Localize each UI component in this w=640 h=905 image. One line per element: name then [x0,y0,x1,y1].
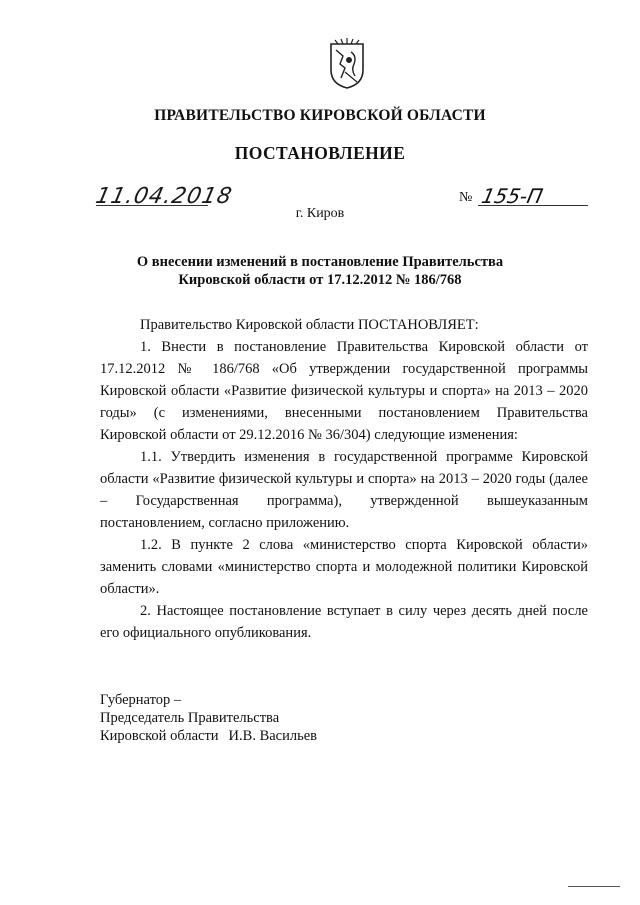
number-label: № [459,190,473,205]
subject-line-2: Кировской области от 17.12.2012 № 186/768 [178,272,462,288]
intro-paragraph: Правительство Кировской области ПОСТАНОВЛЯЕТ: [140,317,479,333]
signature-block [100,691,317,745]
organization-title: ПРАВИТЕЛЬСТВО КИРОВСКОЙ ОБЛАСТИ [154,107,486,124]
document-body [100,314,588,644]
signature-title-3 [100,727,317,745]
subject-line-1: О внесении изменений в постановление Правительства [136,254,504,270]
paragraph-1: 1. Внести в постановление Правительства Кировской области от 17.12.2012 № 186/768 «Об утверждении государственной программы Кировской области «Развитие физической культуры и спорта» на 2013 – 2020 годы» (с изменениями, внесенными постановлением Правительства Кировской области от 29.12.2016 № 36/304) следующие изменения: [100,339,588,443]
signature-region: Кировской области [100,728,219,744]
signature-title-1: Губернатор – [100,692,182,708]
signatory-name: И.В. Васильев [228,728,317,744]
signature-title-2: Председатель Правительства [100,710,280,726]
coat-of-arms-icon [327,38,367,90]
document-date: 11.04.2018 [93,184,235,209]
document-subject [90,253,550,289]
document-number: 155-П [479,184,545,208]
paragraph-1-1: 1.1. Утвердить изменения в государственной программе Кировской области «Развитие физической культуры и спорта» на 2013 – 2020 годы (далее – Государственная программа), утвержденной вышеуказанным постановлением, согласно приложению. [100,449,588,531]
paragraph-2: 2. Настоящее постановление вступает в силу через десять дней после его официального опубликования. [100,603,588,641]
footer-rule [568,886,620,887]
city: г. Киров [295,206,345,221]
paragraph-1-2: 1.2. В пункте 2 слова «министерство спорта Кировской области» заменить словами «министерство спорта и молодежной политики Кировской области». [100,537,588,597]
document-type: ПОСТАНОВЛЕНИЕ [234,143,406,163]
